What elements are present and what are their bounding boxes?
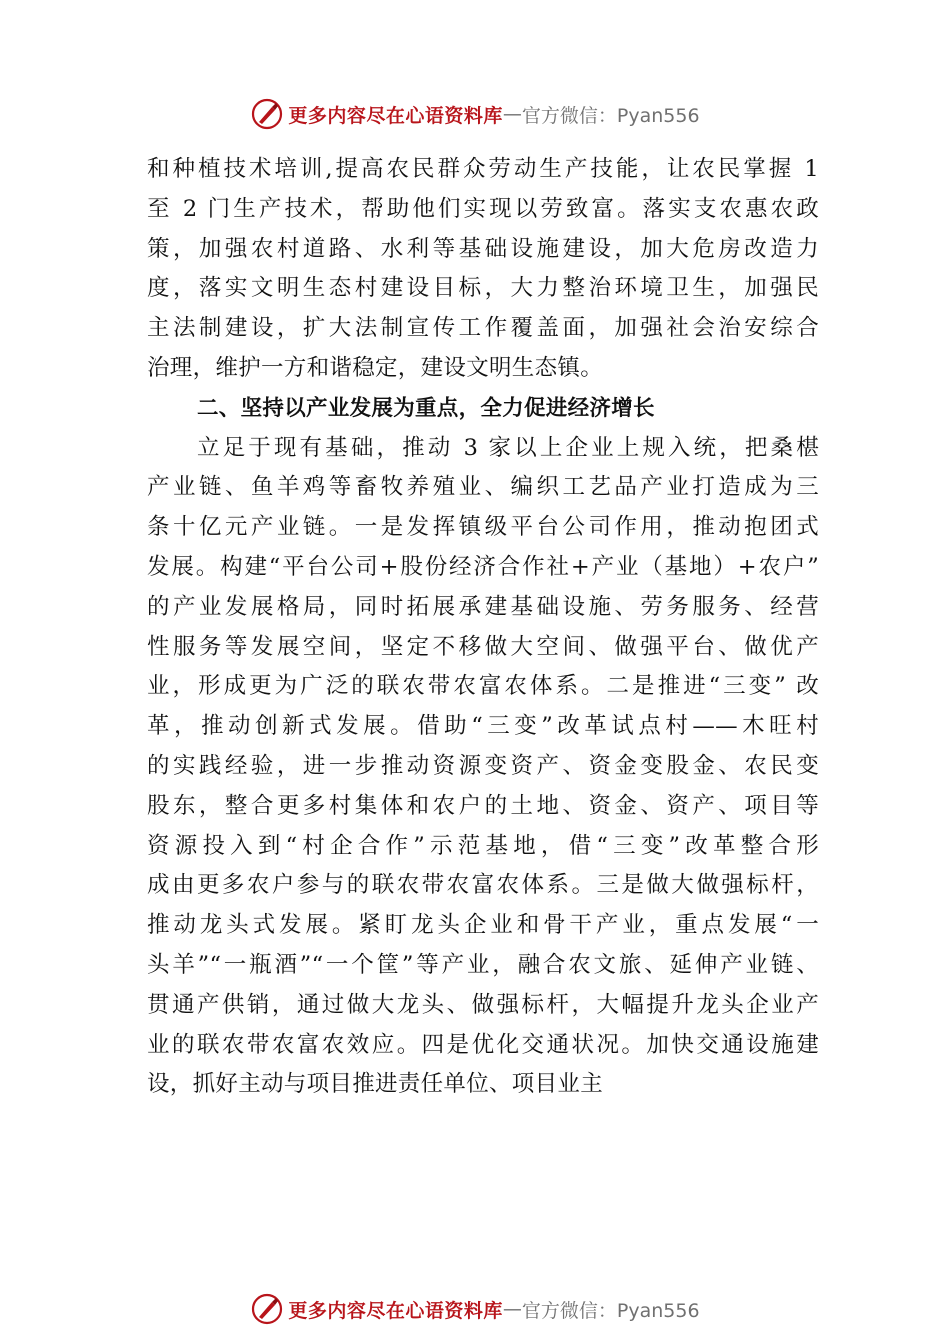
text-line: 的产业发展格局，同时拓展承建基础设施、劳务服务、经营 xyxy=(147,593,819,620)
watermark-brand: 更多内容尽在心语资料库 xyxy=(288,104,503,127)
watermark-contact: 官方微信：Pyan556 xyxy=(521,104,700,127)
text-line: 产业链、鱼羊鸡等畜牧养殖业、编织工艺品产业打造成为三 xyxy=(147,474,819,501)
text-line: 发展。构建“平台公司+股份经济合作社+产业（基地）+农户” xyxy=(147,553,819,580)
watermark-banner-top xyxy=(0,94,950,134)
text-line: 推动龙头式发展。紧盯龙头企业和骨干产业，重点发展“一 xyxy=(147,912,819,939)
text-line: 策，加强农村道路、水利等基础设施建设，加大危房改造力 xyxy=(147,235,819,262)
text-line: 资源投入到“村企合作”示范基地，借“三变”改革整合形 xyxy=(147,832,819,859)
text-line: 和种植技术培训,提高农民群众劳动生产技能，让农民掌握 1 xyxy=(147,156,819,182)
text-line: 贯通产供销，通过做大龙头、做强标杆，大幅提升龙头企业产 xyxy=(147,991,819,1018)
text-line: 成由更多农户参与的联农带农富农体系。三是做大做强标杆， xyxy=(147,872,819,899)
text-line: 至 2 门生产技术，帮助他们实现以劳致富。落实支农惠农政 xyxy=(147,195,819,222)
text-line: 性服务等发展空间，坚定不移做大空间、做强平台、做优产 xyxy=(147,633,819,660)
text-line: 革，推动创新式发展。借助“三变”改革试点村——木旺村 xyxy=(147,713,819,740)
pen-circle-logo-icon xyxy=(250,1292,284,1326)
watermark-contact: 官方微信：Pyan556 xyxy=(521,1299,700,1322)
watermark-dash: — xyxy=(502,103,522,125)
text-line: 主法制建设，扩大法制宣传工作覆盖面，加强社会治安综合 xyxy=(147,315,819,342)
text-line: 度，落实文明生态村建设目标，大力整治环境卫生，加强民 xyxy=(147,275,819,302)
pen-circle-logo-icon xyxy=(250,97,284,131)
text-line: 股东，整合更多村集体和农户的土地、资金、资产、项目等 xyxy=(147,792,819,819)
text-line: 的实践经验，进一步推动资源变资产、资金变股金、农民变 xyxy=(147,752,819,779)
text-line: 治理，维护一方和谐稳定，建设文明生态镇。 xyxy=(147,354,604,381)
document-body xyxy=(147,150,819,1105)
section-heading: 二、坚持以产业发展为重点，全力促进经济增长 xyxy=(197,395,655,421)
text-line: 设，抓好主动与项目推进责任单位、项目业主 xyxy=(147,1071,604,1098)
paragraph-1 xyxy=(147,150,819,389)
paragraph-2 xyxy=(147,429,819,1106)
text-line: 业，形成更为广泛的联农带农富农体系。二是推进“三变” 改 xyxy=(147,673,819,700)
text-line: 条十亿元产业链。一是发挥镇级平台公司作用，推动抱团式 xyxy=(147,514,819,541)
watermark-dash: — xyxy=(502,1298,522,1320)
text-line: 立足于现有基础，推动 3 家以上企业上规入统，把桑椹 xyxy=(197,434,819,461)
text-line: 头羊”“一瓶酒”“一个筐”等产业，融合农文旅、延伸产业链、 xyxy=(147,951,819,978)
watermark-brand: 更多内容尽在心语资料库 xyxy=(288,1299,503,1322)
text-line: 业的联农带农富农效应。四是优化交通状况。加快交通设施建 xyxy=(147,1031,819,1058)
watermark-banner-bottom xyxy=(0,1289,950,1329)
